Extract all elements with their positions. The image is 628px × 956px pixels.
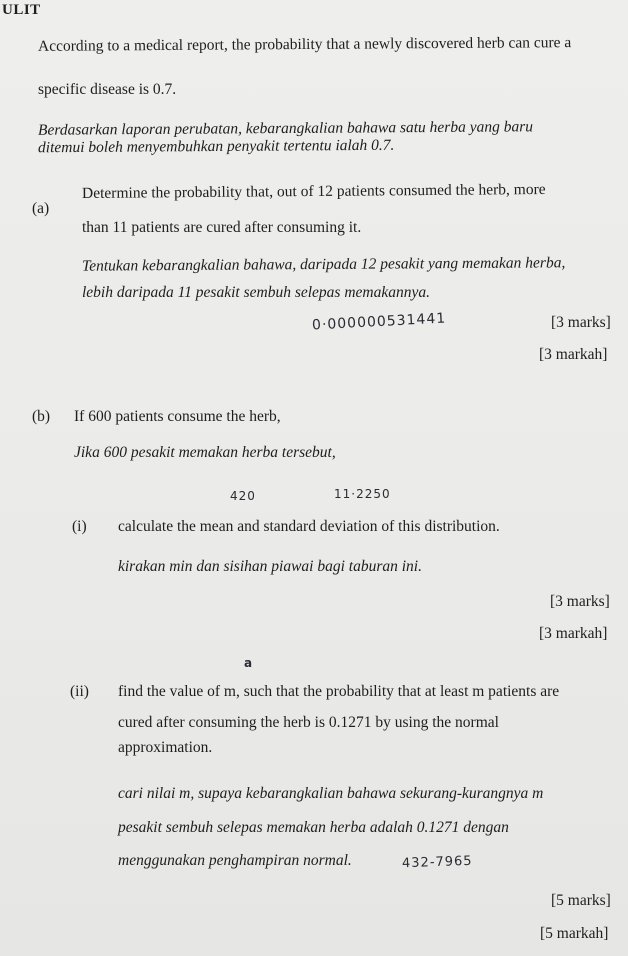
stem-malay-line-1: Berdasarkan laporan perubatan, kebarangkalian bahawa satu herba yang baru: [37, 118, 534, 139]
part-a-english-line-2: than 11 patients are cured after consuming it.: [82, 219, 362, 236]
stem-english-line-1: According to a medical report, the probability that a newly discovered herb can cure a: [37, 34, 572, 55]
part-b-i-marks-malay: [3 markah]: [539, 625, 608, 642]
part-b-ii-malay-line-2: pesakit sembuh selepas memakan herba adalah 0.1271 dengan: [118, 819, 509, 836]
part-a-marks-english: [3 marks]: [551, 314, 611, 331]
part-b-ii-handwritten-answer: 432-7965: [401, 853, 473, 872]
part-b-english-text: If 600 patients consume the herb,: [74, 408, 281, 425]
part-b-handwritten-mark: a: [244, 656, 254, 670]
part-b-ii-english-line-1: find the value of m, such that the probability that at least m patients are: [118, 683, 560, 700]
part-b-ii-english-line-2: cured after consuming the herb is 0.1271 by using the normal: [118, 714, 499, 731]
part-b-malay-text: Jika 600 pesakit memakan herba tersebut,: [74, 444, 336, 461]
part-a-handwritten-answer: 0·000000531441: [311, 310, 447, 334]
part-a-malay-line-1: Tentukan kebarangkalian bahawa, daripada 12 pesakit yang memakan herba,: [81, 254, 566, 275]
part-b-i-malay-text: kirakan min dan sisihan piawai bagi taburan ini.: [118, 558, 422, 575]
part-b-handwritten-sd: 11·2250: [334, 487, 391, 501]
part-a-marks-malay: [3 markah]: [539, 346, 608, 363]
part-b-i-english-text: calculate the mean and standard deviation of this distribution.: [118, 518, 500, 535]
part-a-label: (a): [32, 200, 50, 217]
part-b-handwritten-mean: 420: [230, 489, 256, 503]
part-b-ii-marks-malay: [5 markah]: [540, 925, 609, 942]
part-a-malay-line-2: lebih daripada 11 pesakit sembuh selepas memakannya.: [82, 284, 430, 301]
part-b-i-marks-english: [3 marks]: [550, 593, 610, 610]
part-b-ii-label: (ii): [70, 683, 89, 700]
stem-english-line-2: specific disease is 0.7.: [38, 81, 177, 98]
part-b-label: (b): [32, 408, 51, 425]
part-b-ii-marks-english: [5 marks]: [551, 892, 611, 909]
part-b-ii-malay-line-3: menggunakan penghampiran normal.: [118, 852, 352, 869]
part-b-ii-malay-line-1: cari nilai m, supaya kebarangkalian bahawa sekurang-kurangnya m: [118, 785, 544, 802]
part-b-ii-english-line-3: approximation.: [118, 739, 213, 756]
stem-malay-line-2: ditemui boleh menyembuhkan penyakit tertentu ialah 0.7.: [37, 136, 395, 157]
part-a-english-line-1: Determine the probability that, out of 12 patients consumed the herb, more: [81, 180, 546, 203]
running-head: ULIT: [2, 2, 41, 18]
part-b-i-label: (i): [72, 518, 87, 535]
